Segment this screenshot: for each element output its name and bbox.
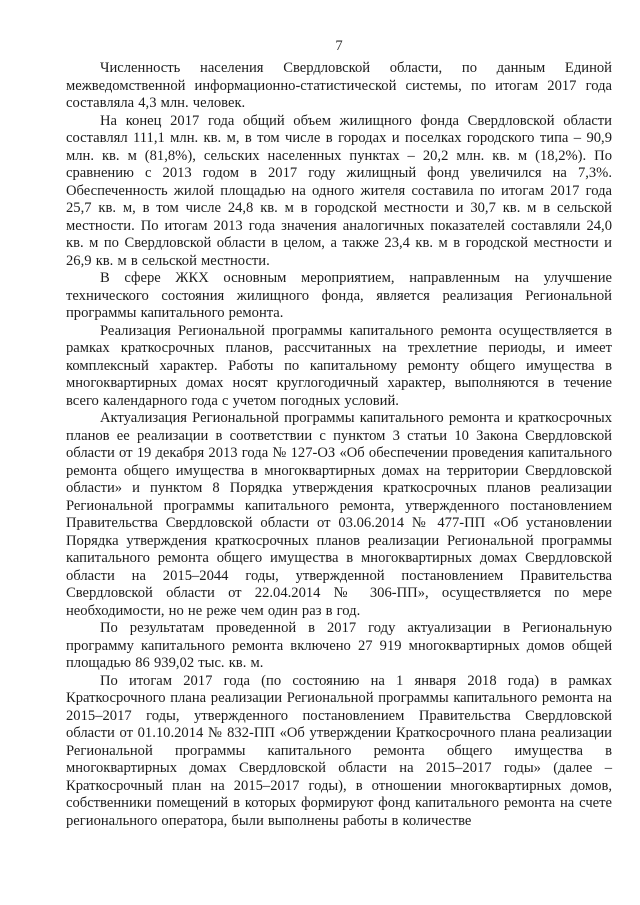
page-number: 7 (335, 38, 343, 54)
paragraph-zhkh-measure: В сфере ЖКХ основным мероприятием, направленным на улучшение технического состояния жилищного фонда, является реализация Региональной программы капитального ремонта. (66, 270, 612, 321)
paragraph-housing-stock: На конец 2017 года общий объем жилищного фонда Свердловской области составлял 111,1 млн. кв. м, в том числе в городах и поселках городского типа – 90,9 млн. кв. м (81,8%), сельских населенных пунктах – 20,2 млн. кв. м (18,2%). По сравнению с 2013 годом в 2017 году жилищный фонд увеличился на 7,3%. Обеспеченность жилой площадью на одного жителя составила по итогам 2017 года 25,7 кв. м, в том числе 24,8 кв. м в городской местности и 30,7 кв. м в сельской местности. По итогам 2013 года значения аналогичных показателей составляли 24,0 кв. м по Свердловской области в целом, а также 23,4 кв. м в городской местности и 26,9 кв. м в сельской местности. (66, 112, 612, 269)
paragraph-actualization: Актуализация Региональной программы капитального ремонта и краткосрочных планов ее реализации в соответствии с пунктом 3 статьи 10 Закона Свердловской области от 19 декабря 2013 года № 127-ОЗ «Об обеспечении проведения капитального ремонта общего имущества в многоквартирных домах на территории Свердловской области» и пунктом 8 Порядка утверждения краткосрочных планов реализации Региональной программы капитального ремонта, утвержденного постановлением Правительства Свердловской области от 03.06.2014 № 477-ПП «Об установлении Порядка утверждения краткосрочных планов реализации Региональной программы капитального ремонта общего имущества в многоквартирных домах Свердловской области на 2015–2044 годы, утвержденной постановлением Правительства Свердловской области от 22.04.2014 № 306-ПП», осуществляется по мере необходимости, но не реже чем один раз в год. (66, 410, 612, 619)
document-body (66, 60, 612, 830)
paragraph-population: Численность населения Свердловской области, по данным Единой межведомственной информационно-статистической системы, по итогам 2017 года составляла 4,3 млн. человек. (66, 60, 612, 111)
paragraph-actualization-results: По результатам проведенной в 2017 году актуализации в Региональную программу капитального ремонта включено 27 919 многоквартирных домов общей площадью 86 939,02 тыс. кв. м. (66, 620, 612, 671)
paragraph-program-implementation: Реализация Региональной программы капитального ремонта осуществляется в рамках краткосрочных планов, рассчитанных на трехлетние периоды, и имеет комплексный характер. Работы по капитальному ремонту общего имущества в многоквартирных домах носят круглогодичный характер, выполняются в течение всего календарного года с учетом погодных условий. (66, 322, 612, 409)
paragraph-short-term-plan: По итогам 2017 года (по состоянию на 1 января 2018 года) в рамках Краткосрочного плана реализации Региональной программы капитального ремонта на 2015–2017 годы, утвержденного постановлением Правительства Свердловской области от 01.10.2014 № 832-ПП «Об утверждении Краткосрочного плана реализации Региональной программы капитального ремонта общего имущества в многоквартирных домах Свердловской области на 2015–2017 годы» (далее – Краткосрочный план на 2015–2017 годы), в отношении многоквартирных домов, собственники помещений в которых формируют фонд капитального ремонта на счете регионального оператора, были выполнены работы в количестве (66, 672, 612, 829)
